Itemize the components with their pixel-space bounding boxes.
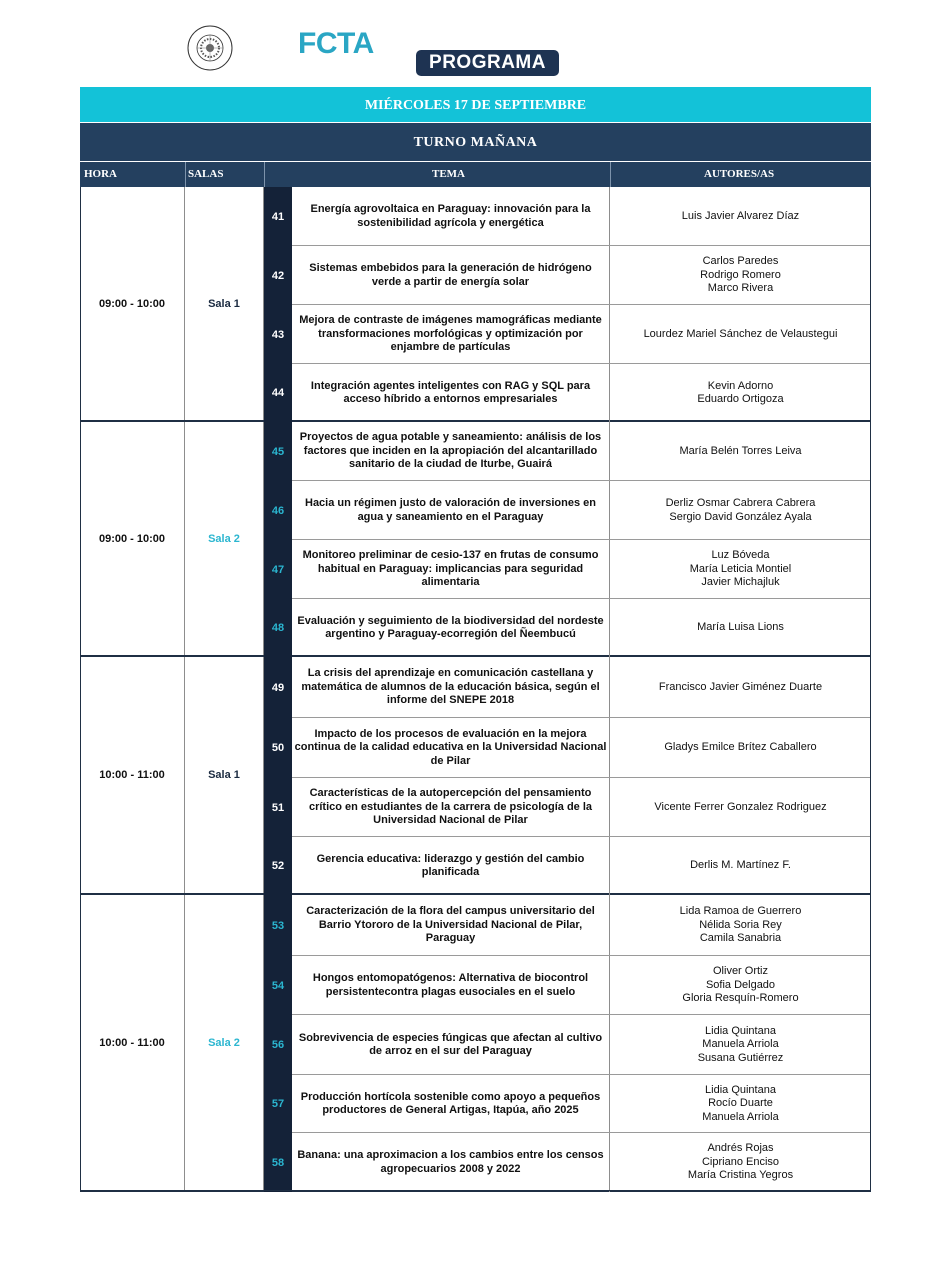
col-salas: SALAS	[188, 168, 224, 180]
author-name: Francisco Javier Giménez Duarte	[658, 680, 823, 693]
paper-title: Sobrevivencia de especies fúngicas que afectan al cultivo de arroz en el sur del Paraguay	[292, 1015, 610, 1075]
author-name: Lidia Quintana	[705, 1024, 776, 1037]
paper-number: 41	[264, 187, 292, 246]
paper-number: 58	[264, 1133, 292, 1192]
author-name: María Belén Torres Leiva	[679, 444, 802, 457]
paper-number: 51	[264, 778, 292, 837]
session-sala: Sala 2	[185, 422, 264, 655]
session-sala: Sala 2	[185, 895, 264, 1190]
session-sala: Sala 1	[185, 187, 264, 420]
paper-number: 42	[264, 246, 292, 305]
paper-title: Evaluación y seguimiento de la biodiversidad del nordeste argentino y Paraguay-ecorregión del Ñeembucú	[292, 599, 610, 657]
university-seal-icon	[186, 24, 234, 72]
paper-title: Energía agrovoltaica en Paraguay: innovación para la sostenibilidad agrícola y energética	[292, 187, 610, 246]
paper-number: 52	[264, 837, 292, 895]
paper-title: Integración agentes inteligentes con RAG y SQL para acceso híbrido a entornos empresariales	[292, 364, 610, 422]
author-name: Gloria Resquín-Romero	[682, 992, 799, 1005]
programa-badge: PROGRAMA	[416, 50, 559, 76]
author-name: Kevin Adorno	[707, 379, 774, 392]
paper-number: 56	[264, 1015, 292, 1075]
author-name: Javier Michajluk	[701, 576, 780, 589]
date-band: MIÉRCOLES 17 DE SEPTIEMBRE	[80, 87, 871, 122]
author-name: Manuela Arriola	[702, 1110, 779, 1123]
page-header	[0, 0, 951, 85]
session-hora: 09:00 - 10:00	[80, 422, 185, 655]
author-name: Gladys Emilce Brítez Caballero	[664, 741, 817, 754]
paper-title: Mejora de contraste de imágenes mamográficas mediante transformaciones morfológicas y optimización por enjambre de partículas	[292, 305, 610, 364]
paper-number: 47	[264, 540, 292, 599]
paper-title: Gerencia educativa: liderazgo y gestión del cambio planificada	[292, 837, 610, 895]
author-name: Andrés Rojas	[707, 1142, 774, 1155]
author-name: Camila Sanabria	[699, 932, 782, 945]
col-autores: AUTORES/AS	[704, 168, 775, 180]
paper-title: La crisis del aprendizaje en comunicación castellana y matemática de alumnos de la educación básica, según el informe del SNEPE 2018	[292, 657, 610, 718]
paper-number: 48	[264, 599, 292, 657]
paper-number: 45	[264, 422, 292, 481]
author-name: Cipriano Enciso	[701, 1155, 780, 1168]
author-name: Sergio David González Ayala	[669, 510, 812, 523]
paper-number: 57	[264, 1075, 292, 1133]
author-name: Derlis M. Martínez F.	[690, 859, 791, 872]
paper-number: 46	[264, 481, 292, 540]
paper-number: 49	[264, 657, 292, 718]
author-name: Luz Bóveda	[711, 549, 770, 562]
paper-title: Producción hortícola sostenible como apoyo a pequeños productores de General Artigas, Itapúa, año 2025	[292, 1075, 610, 1133]
session-hora: 10:00 - 11:00	[80, 895, 185, 1190]
author-name: Rocío Duarte	[708, 1097, 773, 1110]
author-name: Vicente Ferrer Gonzalez Rodriguez	[654, 800, 827, 813]
author-name: María Cristina Yegros	[687, 1169, 794, 1182]
author-name: Nélida Soria Rey	[699, 918, 782, 931]
fcta-logo: FCTA	[298, 27, 374, 60]
author-name: Lourdez Mariel Sánchez de Velaustegui	[643, 327, 838, 340]
author-name: Lidia Quintana	[705, 1083, 776, 1096]
author-name: María Leticia Montiel	[689, 562, 792, 575]
author-name: Manuela Arriola	[702, 1038, 779, 1051]
paper-number: 53	[264, 895, 292, 956]
author-name: Marco Rivera	[707, 282, 774, 295]
paper-title: Sistemas embebidos para la generación de hidrógeno verde a partir de energía solar	[292, 246, 610, 305]
paper-number: 54	[264, 956, 292, 1015]
col-tema: TEMA	[432, 168, 465, 180]
author-name: Susana Gutiérrez	[697, 1051, 784, 1064]
author-name: Lida Ramoa de Guerrero	[679, 905, 802, 918]
col-hora: HORA	[84, 168, 117, 180]
author-name: Sofia Delgado	[705, 978, 776, 991]
author-name: Carlos Paredes	[702, 255, 779, 268]
paper-title: Caracterización de la flora del campus universitario del Barrio Ytororo de la Universidad Nacional de Pilar, Paraguay	[292, 895, 610, 956]
column-header	[80, 162, 871, 187]
paper-title: Impacto de los procesos de evaluación en la mejora continua de la calidad educativa en la Universidad Nacional de Pilar	[292, 718, 610, 778]
paper-number: 44	[264, 364, 292, 422]
paper-title: Proyectos de agua potable y saneamiento: análisis de los factores que inciden en la apropiación del alcantarillado sanitario de la ciudad de Iturbe, Guairá	[292, 422, 610, 481]
session-hora: 09:00 - 10:00	[80, 187, 185, 420]
session-hora: 10:00 - 11:00	[80, 657, 185, 893]
paper-title: Hongos entomopatógenos: Alternativa de biocontrol persistentecontra plagas eusociales en el suelo	[292, 956, 610, 1015]
author-name: Luis Javier Alvarez Díaz	[681, 209, 800, 222]
table-border	[80, 187, 871, 1191]
author-name: Derliz Osmar Cabrera Cabrera	[665, 497, 816, 509]
author-name: María Luisa Lions	[697, 621, 784, 634]
session-sala: Sala 1	[185, 657, 264, 893]
paper-title: Monitoreo preliminar de cesio-137 en frutas de consumo habitual en Paraguay: implicancias para seguridad alimentaria	[292, 540, 610, 599]
paper-title: Banana: una aproximacion a los cambios entre los censos agropecuarios 2008 y 2022	[292, 1133, 610, 1192]
author-name: Oliver Ortiz	[713, 965, 768, 978]
paper-title: Características de la autopercepción del pensamiento crítico en estudiantes de la carrera de psicología de la Universidad Nacional de Pilar	[292, 778, 610, 837]
paper-number: 43	[264, 305, 292, 364]
author-name: Rodrigo Romero	[700, 268, 781, 281]
paper-title: Hacia un régimen justo de valoración de inversiones en agua y saneamiento en el Paraguay	[292, 481, 610, 540]
paper-number: 50	[264, 718, 292, 778]
turno-band: TURNO MAÑANA	[80, 123, 871, 161]
author-name: Eduardo Ortigoza	[697, 393, 784, 405]
